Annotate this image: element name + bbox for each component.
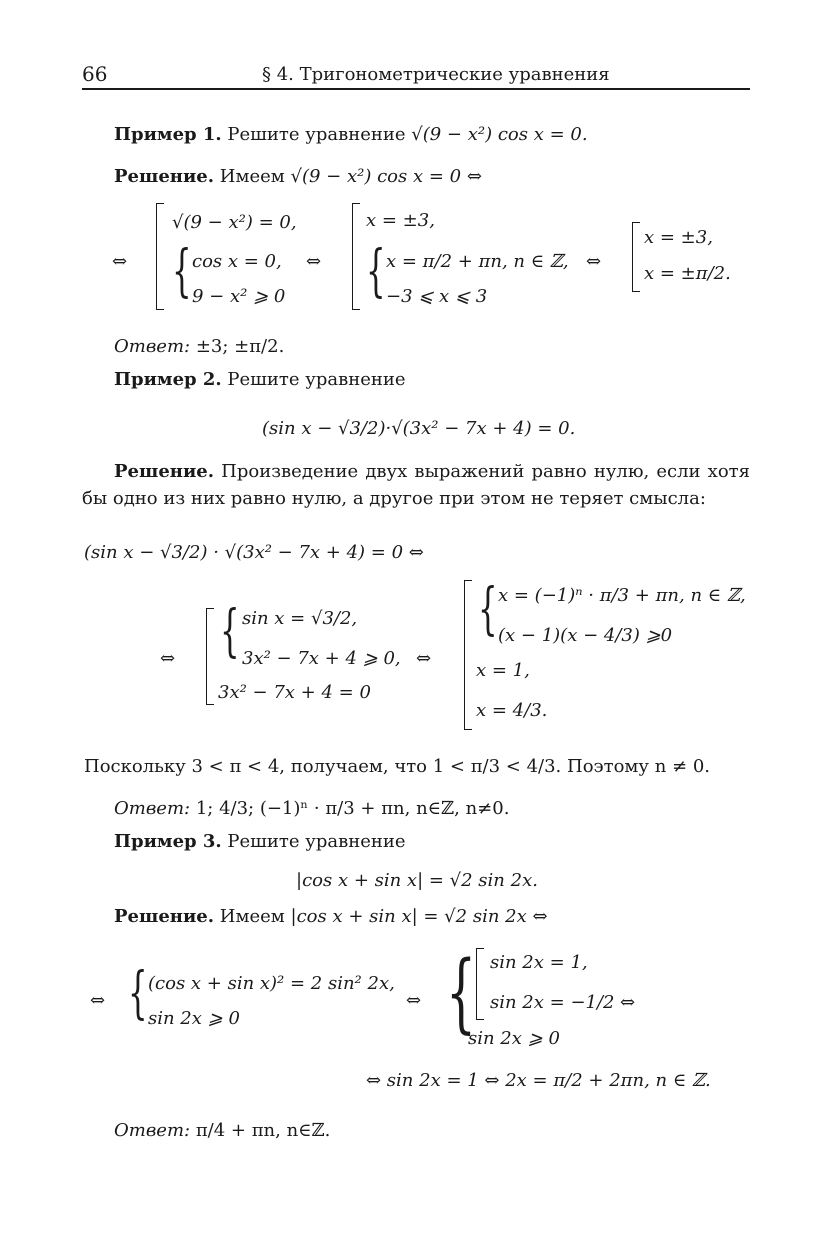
- ex3-sys1-line: sin 2x ⩾ 0: [148, 1008, 240, 1029]
- example1-solution-label: Решение.: [114, 166, 215, 187]
- example2-label: Пример 2.: [114, 369, 222, 390]
- ex1-sys1-line: 9 − x² ⩾ 0: [192, 286, 286, 307]
- ex3-sys2-line: sin 2x = 1,: [490, 952, 588, 973]
- example1-solution-intro: Имеем: [219, 166, 285, 187]
- equiv-sign: ⇔: [306, 251, 322, 272]
- ex1-sys2-line: x = π/2 + πn, n ∈ ℤ,: [386, 251, 569, 272]
- ex2-sys1-line: 3x² − 7x + 4 ⩾ 0,: [242, 648, 401, 669]
- answer-value: 1; 4/3; (−1)ⁿ · π/3 + πn, n∈ℤ, n≠0.: [195, 798, 510, 819]
- system-bracket: [632, 222, 640, 292]
- example2-prompt: Решите уравнение: [227, 369, 406, 390]
- example2-solution-label: Решение.: [114, 461, 215, 482]
- example3-label: Пример 3.: [114, 831, 222, 852]
- equiv-sign: ⇔: [160, 648, 176, 669]
- answer-label: Ответ:: [114, 1120, 191, 1141]
- system-bracket: [464, 580, 472, 730]
- example3-final-line: ⇔ sin 2x = 1 ⇔ 2x = π/2 + 2πn, n ∈ ℤ.: [366, 1070, 711, 1091]
- answer-value: π/4 + πn, n∈ℤ.: [195, 1120, 331, 1141]
- system-bracket: [206, 608, 214, 705]
- example2-solution-paragraph: [82, 458, 750, 512]
- ex2-sys2-line: (x − 1)(x − 4/3) ⩾0: [498, 625, 673, 646]
- example2-answer: [114, 798, 509, 819]
- answer-label: Ответ:: [114, 336, 191, 357]
- example1-label: Пример 1.: [114, 124, 222, 145]
- ex2-sys1-line: 3x² − 7x + 4 = 0: [218, 682, 371, 703]
- example3-prompt: Решите уравнение: [227, 831, 406, 852]
- system-brace: {: [446, 943, 477, 1043]
- ex1-sys2-line: x = ±3,: [366, 210, 435, 231]
- equiv-sign: ⇔: [586, 251, 602, 272]
- example1-prompt: Решите уравнение: [227, 124, 406, 145]
- equiv-sign: ⇔: [112, 251, 128, 272]
- example1-solution-eq: √(9 − x²) cos x = 0 ⇔: [290, 166, 482, 187]
- system-brace: {: [128, 961, 148, 1026]
- example3-solution-eq: |cos x + sin x| = √2 sin 2x ⇔: [290, 906, 548, 927]
- header-rule: [82, 88, 750, 90]
- ex1-sys1-line: cos x = 0,: [192, 251, 282, 272]
- ex1-sys1-line: √(9 − x²) = 0,: [172, 212, 297, 233]
- example3-solution-line: [114, 906, 548, 927]
- example1-answer: [114, 336, 284, 357]
- ex1-sys3-line: x = ±π/2.: [644, 263, 731, 284]
- ex2-sys2-line: x = (−1)ⁿ · π/3 + πn, n ∈ ℤ,: [498, 585, 746, 606]
- system-brace: {: [478, 577, 498, 642]
- ex2-sys2-line: x = 4/3.: [476, 700, 548, 721]
- equiv-sign: ⇔: [620, 992, 636, 1013]
- example1-statement: [114, 124, 588, 145]
- answer-label: Ответ:: [114, 798, 191, 819]
- example3-equation: |cos x + sin x| = √2 sin 2x.: [296, 870, 538, 891]
- example3-answer: [114, 1120, 330, 1141]
- ex3-sys2-line: sin 2x ⩾ 0: [468, 1028, 560, 1049]
- system-brace: {: [172, 239, 192, 304]
- system-brace: {: [366, 239, 386, 304]
- ex2-sys1-line: sin x = √3/2,: [242, 608, 358, 629]
- equiv-sign: ⇔: [406, 990, 422, 1011]
- example2-eq-line: (sin x − √3/2) · √(3x² − 7x + 4) = 0 ⇔: [84, 542, 424, 563]
- example3-solution-intro: Имеем: [219, 906, 285, 927]
- example1-equation: √(9 − x²) cos x = 0.: [411, 124, 588, 145]
- example3-statement: [114, 831, 406, 852]
- ex1-sys3-line: x = ±3,: [644, 227, 713, 248]
- example1-solution-line: [114, 166, 482, 187]
- example2-equation: (sin x − √3/2)·√(3x² − 7x + 4) = 0.: [262, 418, 576, 439]
- answer-value: ±3; ±π/2.: [195, 336, 285, 357]
- system-bracket: [352, 203, 360, 310]
- ex3-sys1-line: (cos x + sin x)² = 2 sin² 2x,: [148, 973, 395, 994]
- ex1-sys2-line: −3 ⩽ x ⩽ 3: [386, 286, 488, 307]
- ex3-sys2-line: sin 2x = −1/2: [490, 992, 615, 1013]
- example2-conclusion: Поскольку 3 < π < 4, получаем, что 1 < π/3 < 4/3. Поэтому n ≠ 0.: [84, 756, 711, 777]
- system-brace: {: [220, 599, 240, 664]
- page-number: 66: [82, 62, 108, 86]
- ex2-sys2-line: x = 1,: [476, 660, 530, 681]
- equiv-sign: ⇔: [90, 990, 106, 1011]
- equiv-sign: ⇔: [416, 648, 432, 669]
- example3-solution-label: Решение.: [114, 906, 215, 927]
- example2-solution-text: Произведение двух выражений равно нулю, если хотя бы одно из них равно нулю, а другое при этом не теряет смысла:: [82, 461, 750, 509]
- system-bracket: [476, 948, 484, 1020]
- example2-statement: [114, 369, 406, 390]
- running-title: § 4. Тригонометрические уравнения: [262, 64, 610, 85]
- system-bracket: [156, 203, 164, 310]
